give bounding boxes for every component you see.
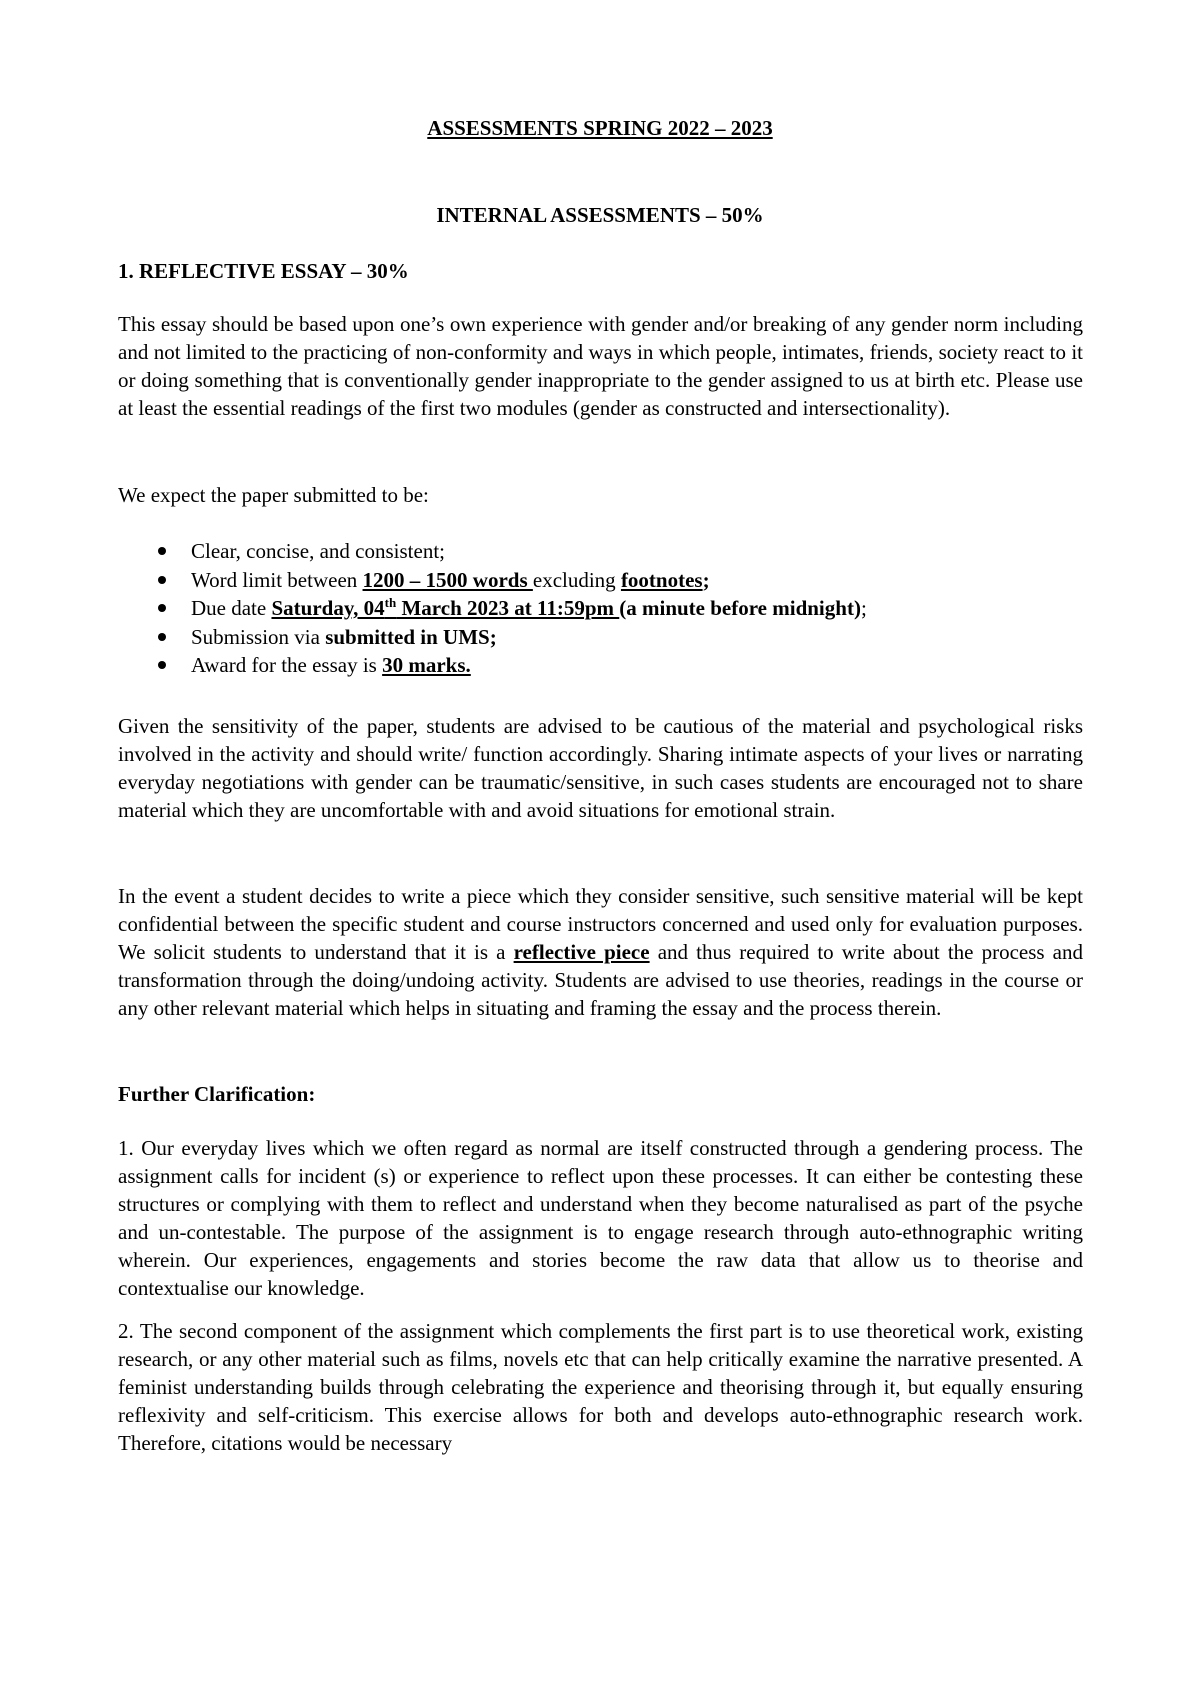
- reflective-piece-emphasis: reflective piece: [513, 940, 650, 964]
- confidentiality-text-start: In the event a student decides to write a piece which they consider sensitive, such sensitive material will be kept confidential between the specific student and course instructors concerned and used only for evaluation purposes. We solicit students to understand that it is a: [118, 884, 1083, 964]
- submission-value: submitted in UMS;: [325, 624, 497, 649]
- clarification-point-2: 2. The second component of the assignment which complements the first part is to use theoretical work, existing research, or any other material such as films, novels etc that can help critically examine the narrative presented. A feminist understanding builds through celebrating the experience and theorising through it, but equally ensuring reflexivity and self-criticism. This exercise allows for both and develops auto-ethnographic research work. Therefore, citations would be necessary: [118, 1319, 1083, 1455]
- intro-paragraph: This essay should be based upon one’s own experience with gender and/or breaking of any gender norm including and not limited to the practicing of non-conformity and ways in which people, intimates, friends, society react to it or doing something that is conventionally gender inappropriate to the gender assigned to us at birth etc. Please use at least the essential readings of the first two modules (gender as constructed and intersectionality).: [118, 312, 1083, 420]
- confidentiality-paragraph: [118, 882, 1083, 1022]
- bullet-icon: [158, 576, 166, 584]
- word-limit-value: 1200 – 1500 words: [362, 567, 533, 592]
- list-item: [118, 537, 867, 566]
- word-limit-end: ;: [702, 567, 710, 592]
- clarification-point-1: 1. Our everyday lives which we often regard as normal are itself constructed through a gendering process. The assignment calls for incident (s) or experience to reflect upon these processes. It can either be contesting these structures or complying with them to reflect and understand when they become naturalised as part of the psyche and un-contestable. The purpose of the assignment is to engage research through auto-ethnographic writing wherein. Our experiences, engagements and stories become the raw data that allow us to theorise and contextualise our knowledge.: [118, 1136, 1083, 1300]
- due-date-suffix: th: [384, 595, 397, 610]
- award-value: 30 marks.: [382, 653, 471, 677]
- award-label: Award for the essay is: [191, 653, 383, 677]
- word-limit-label: Word limit between: [191, 567, 363, 592]
- bullet-icon: [158, 661, 166, 669]
- document-title: ASSESSMENTS SPRING 2022 – 2023: [427, 116, 773, 140]
- due-date-end: ;: [860, 596, 867, 620]
- bullet-icon: [158, 604, 166, 612]
- submission-label: Submission via: [191, 624, 326, 649]
- due-date-time: March 2023 at 11:59pm: [396, 596, 620, 620]
- due-date-note: (a minute before midnight): [619, 596, 861, 620]
- sensitivity-paragraph: Given the sensitivity of the paper, students are advised to be cautious of the material and psychological risks involved in the activity and should write/ function accordingly. Sharing intimate aspects of your lives or narrating everyday negotiations with gender can be traumatic/sensitive, in such cases students are encouraged not to share material which they are uncomfortable with and avoid situations for emotional strain.: [118, 714, 1083, 822]
- due-date-value: [271, 596, 619, 620]
- expectations-intro: We expect the paper submitted to be:: [118, 483, 429, 507]
- requirement-clarity: Clear, concise, and consistent;: [191, 539, 445, 563]
- further-clarification-heading: Further Clarification:: [118, 1082, 316, 1106]
- reflective-essay-heading: 1. REFLECTIVE ESSAY – 30%: [118, 259, 409, 283]
- requirements-list: [118, 537, 867, 680]
- footnotes-label: footnotes: [620, 567, 703, 592]
- bullet-icon: [158, 633, 166, 641]
- list-item: [118, 651, 867, 680]
- list-item: [118, 623, 867, 652]
- list-item: [118, 594, 867, 623]
- due-date-label: Due date: [191, 596, 272, 620]
- excluding-label: excluding: [532, 567, 621, 592]
- list-item: [118, 566, 867, 595]
- confidentiality-text-end: and thus required to write about the process and transformation through the doing/undoing activity. Students are advised to use theories, readings in the course or any other relevant material which helps in situating and framing the essay and the process therein.: [118, 940, 1083, 1020]
- due-date-day: Saturday, 04: [271, 596, 385, 620]
- bullet-icon: [158, 547, 166, 555]
- internal-assessments-heading: INTERNAL ASSESSMENTS – 50%: [436, 203, 764, 227]
